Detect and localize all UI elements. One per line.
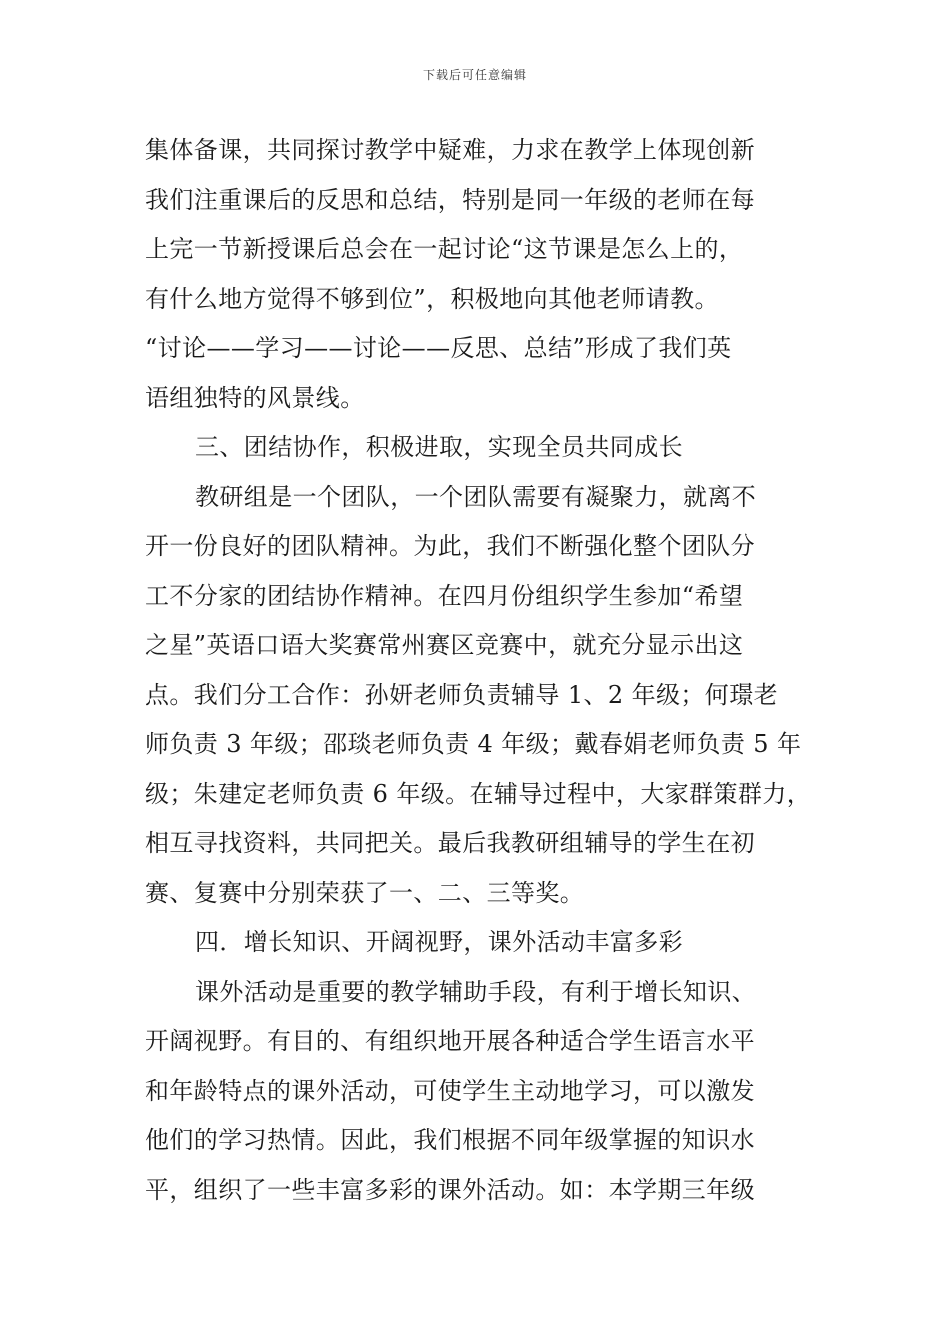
body-text bbox=[145, 126, 813, 1215]
text-line: 和年龄特点的课外活动，可使学生主动地学习，可以激发 bbox=[145, 1076, 755, 1105]
text-line: 教研组是一个团队，一个团队需要有凝聚力，就离不 bbox=[195, 482, 757, 511]
text-line: 我们注重课后的反思和总结，特别是同一年级的老师在每 bbox=[145, 185, 755, 214]
text-line: 有什么地方觉得不够到位”，积极地向其他老师请教。 bbox=[145, 284, 719, 313]
text-line: 语组独特的风景线。 bbox=[145, 383, 365, 412]
text-line: 之星”英语口语大奖赛常州赛区竞赛中，就充分显示出这 bbox=[145, 631, 744, 659]
text-line: 开阔视野。有目的、有组织地开展各种适合学生语言水平 bbox=[145, 1027, 755, 1055]
text-line: 他们的学习热情。因此，我们根据不同年级掌握的知识水 bbox=[145, 1126, 755, 1154]
text-line: 平，组织了一些丰富多彩的课外活动。如：本学期三年级 bbox=[145, 1175, 755, 1204]
section-heading: 四．增长知识、开阔视野，课外活动丰富多彩 bbox=[195, 928, 683, 956]
text-line: 上完一节新授课后总会在一起讨论“这节课是怎么上的， bbox=[145, 235, 744, 263]
text-line: 集体备课，共同探讨教学中疑难，力求在教学上体现创新 bbox=[145, 136, 755, 164]
section-heading: 三、团结协作，积极进取，实现全员共同成长 bbox=[195, 433, 683, 461]
text-line: “讨论——学习——讨论——反思、总结”形成了我们英 bbox=[145, 334, 732, 362]
text-line: 赛、复赛中分别荣获了一、二、三等奖。 bbox=[145, 878, 585, 907]
header-note: 下载后可任意编辑 bbox=[422, 68, 527, 82]
text-line: 级；朱建定老师负责 6 年级。在辅导过程中，大家群策群力， bbox=[145, 779, 812, 808]
text-line: 相互寻找资料，共同把关。最后我教研组辅导的学生在初 bbox=[145, 829, 755, 857]
text-line: 课外活动是重要的教学辅助手段，有利于增长知识、 bbox=[195, 977, 757, 1006]
text-line: 开一份良好的团队精神。为此，我们不断强化整个团队分 bbox=[145, 532, 755, 560]
text-line: 师负责 3 年级；邵琰老师负责 4 年级；戴春娟老师负责 5 年 bbox=[145, 730, 802, 758]
text-line: 点。我们分工合作：孙妍老师负责辅导 1、2 年级；何璟老 bbox=[145, 680, 778, 709]
text-line: 工不分家的团结协作精神。在四月份组织学生参加“希望 bbox=[145, 581, 744, 610]
